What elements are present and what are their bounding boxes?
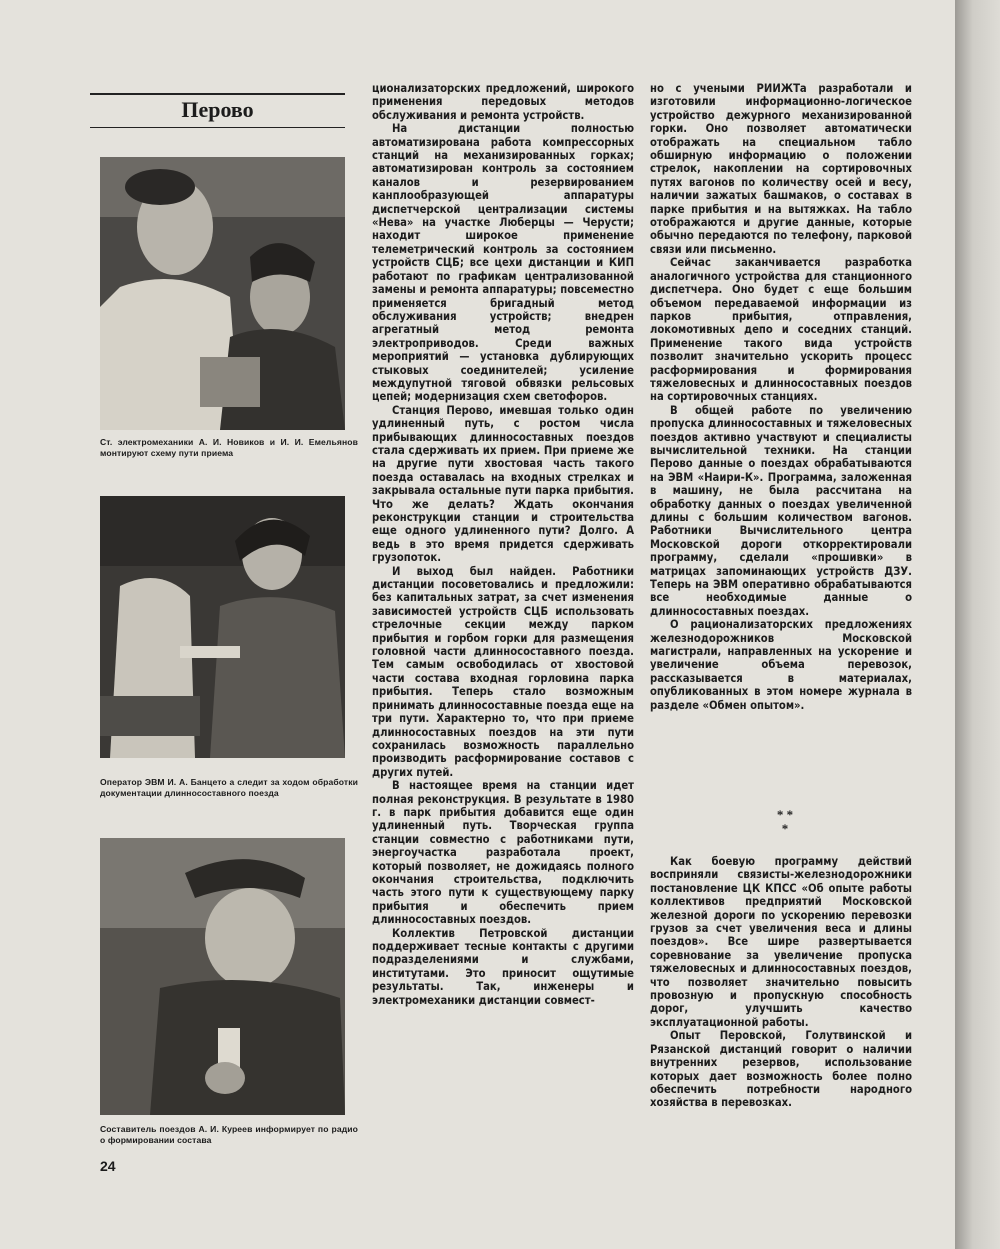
- section-separator: * * *: [776, 807, 794, 836]
- paragraph: Сейчас заканчивается разработка аналогичного устройства для станционного диспетчера. Оно будет с еще большим объемом передаваемой информации из парков прибытия, отправления, локомотивных депо и соседних станций. Применение такого вида устройств позволит значительно ускорить процесс расформирования и формирования тяжеловесных и длинносоставных поездов на сортировочных станциях.: [650, 256, 912, 404]
- text-column-3-bottom: [650, 855, 912, 1110]
- binding-gutter: [955, 0, 1000, 1249]
- paragraph: И выход был найден. Работники дистанции посоветовались и предложили: без капитальных затрат, за счет изменения зависимостей устройств СЦБ использовать стрелочные секции между парком прибытия и горбом горки для размещения головной части длинносоставного поезда. Тем самым освободилась от хвостовой части состава входная горловина парка прибытия. Теперь стало возможным принимать длинносоставные поезда еще на три пути. Характерно то, что при приеме длинносоставных поездов на эти пути сохранилась возможность параллельно производить расформирование составов с других путей.: [372, 564, 634, 779]
- paragraph: Как боевую программу действий восприняли связисты-железнодорожники постановление ЦК КПСС «Об опыте работы коллективов предприятий Московской железной дороги по ускорению перевозки грузов за счет увеличения веса и длины поездов». Все шире развертывается соревнование за увеличение пропуска тяжеловесных и длинносоставных поездов, что позволяет значительно повысить провозную и пропускную способность дорог, улучшить качество эксплуатационной работы.: [650, 855, 912, 1029]
- paragraph: ционализаторских предложений, широкого применения передовых методов обслуживания и ремонта устройств.: [372, 82, 634, 122]
- photo-bantseto: [100, 496, 345, 758]
- photo-caption-2: Оператор ЭВМ И. А. Банцето а следит за ходом обработки документации длинносоставного поезда: [100, 777, 358, 798]
- paragraph: В настоящее время на станции идет полная реконструкция. В результате в 1980 г. в парк прибытия добавится еще один удлиненный путь. Творческая группа станции совместно с работниками пути, энергоучастка разработала проект, который позволяет, не дожидаясь полного окончания строительства, подключить часть этого пути к существующему парку прибытия и обеспечить прием длинносоставных поездов.: [372, 779, 634, 927]
- photo-kureev: [100, 838, 345, 1115]
- article-title: Перово: [181, 97, 254, 122]
- paragraph: О рационализаторских предложениях железнодорожников Московской магистрали, направленных на ускорение и увеличение объема перевозок, рассказывается в материалах, опубликованных в этом номере журнала в разделе «Обмен опытом».: [650, 618, 912, 712]
- paragraph: но с учеными РИИЖТа разработали и изготовили информационно-логическое устройство дежурного механизированной горки. Оно позволяет автоматически отображать на специальном табло обширную информацию о положении стрелок, накоплении на сортировочных путях вагонов по количеству осей и весу, наличии зажатых башмаков, о составах в парке прибытия и на вытяжках. На табло отображаются и другие данные, которые обычно передаются по телефону, парковой связи или письменно.: [650, 82, 912, 256]
- photo-novikov-emelyanov: [100, 157, 345, 430]
- text-column-3: [650, 82, 912, 712]
- paragraph: Станция Перово, имевшая только один удлиненный путь, с ростом числа прибывающих длинносоставных поездов стала сдерживать их прием. При приеме же на другие пути хвостовая часть такого поезда оставалась на входных стрелках и закрывала остальные пути парка прибытия. Что же делать? Ждать окончания реконструкции станции и строительства еще одного удлиненного пути? Долго. А ведь в это время придется сдерживать грузопоток.: [372, 403, 634, 565]
- page-number: 24: [100, 1158, 116, 1174]
- photo-caption-3: Составитель поездов А. И. Куреев информирует по радио о формировании состава: [100, 1124, 358, 1145]
- title-rule-bottom: [90, 127, 345, 128]
- paragraph: Опыт Перовской, Голутвинской и Рязанской дистанций говорит о наличии внутренних резервов, использование которых дает возможность более полно обеспечить потребности народного хозяйства в перевозках.: [650, 1029, 912, 1110]
- photo-caption-1: Ст. электромеханики А. И. Новиков и И. И. Емельянов монтируют схему пути приема: [100, 437, 358, 458]
- paragraph: Коллектив Петровской дистанции поддерживает тесные контакты с другими подразделениями и службами, институтами. Это приносит ощутимые результаты. Так, инженеры и электромеханики дистанции совмест-: [372, 926, 634, 1007]
- text-column-2: [372, 82, 634, 1007]
- paragraph: В общей работе по увеличению пропуска длинносоставных и тяжеловесных поездов активно участвуют и специалисты вычислительной техники. На станции Перово данные о поездах обрабатываются на ЭВМ «Наири-К». Программа, заложенная в машину, не была рассчитана на обработку данных о поездах увеличенной длины с большим количеством вагонов. Работники Вычислительного центра Московской дороги откорректировали программу, сделали «прошивки» в матрицах запоминающих устройств ДЗУ. Теперь на ЭВМ оперативно обрабатываются все необходимые данные о длинносоставных поездах.: [650, 403, 912, 618]
- paragraph: На дистанции полностью автоматизирована работа компрессорных станций на механизированных горках; автоматизирован контроль за состоянием каналов и резервированием канплообразующей аппаратуры диспетчерской централизации системы «Нева» на участке Люберцы — Черусти; находит широкое применение телеметрический контроль за состоянием устройств СЦБ; все цехи дистанции и КИП работают по графикам централизованной замены и ремонта аппаратуры; повсеместно применяется бригадный метод обслуживания устройств; внедрен агрегатный метод ремонта электроприводов. Среди важных мероприятий — установка дублирующих стыковых соединителей; усиление междупутной тяговой обвязки рельсовых цепей; модернизация схем светофоров.: [372, 122, 634, 404]
